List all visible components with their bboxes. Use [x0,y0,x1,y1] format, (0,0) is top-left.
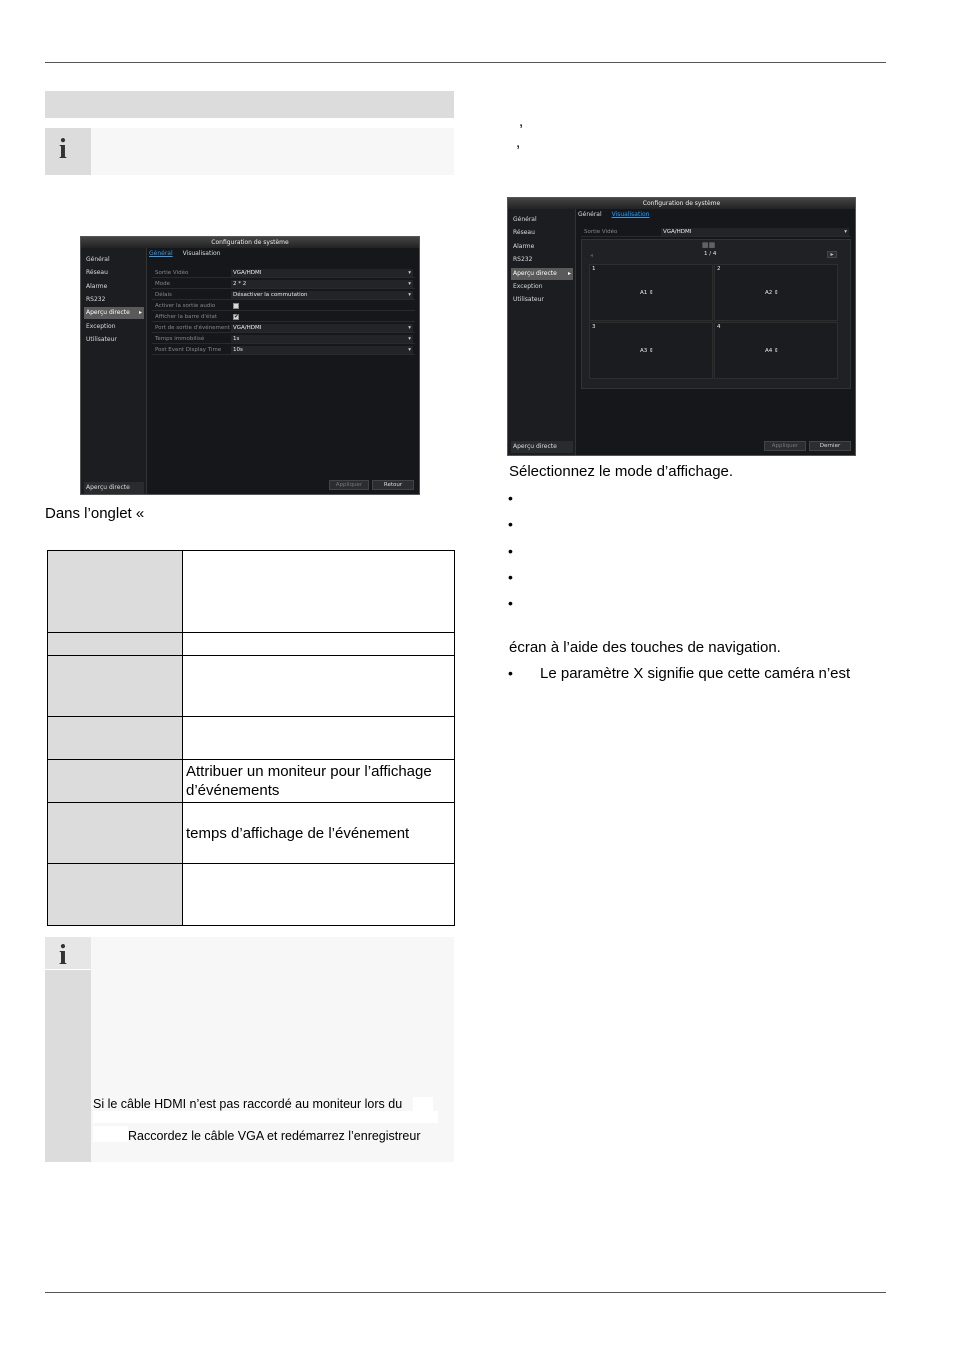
stepper-icon: ⇕ [774,348,779,354]
dropdown-arrow-icon: ▾ [408,270,411,276]
note-line-1: Si le câble HDMI n’est pas raccordé au moniteur lors du [93,1097,403,1111]
layout-cell-3[interactable] [589,322,713,379]
post-event-time-select[interactable] [231,346,413,354]
text-ecran-nav: écran à l’aide des touches de navigation. [509,639,781,656]
stepper-icon: ⇕ [649,290,654,296]
sidebar-item-network[interactable]: Réseau [513,229,535,236]
apply-button[interactable]: Appliquer [329,480,369,490]
table-row [48,864,455,926]
camera-label: A3 [640,348,648,354]
row-dwell-time [152,334,415,344]
camera-label: A4 [765,348,773,354]
table-row [48,633,455,656]
bullet-dot: • [508,543,513,559]
table-cell-label [48,717,183,760]
sidebar-footer-live-view[interactable]: Aperçu directe [511,441,573,453]
row-video-output [152,268,415,278]
camera-select-1[interactable] [640,289,666,297]
apply-button[interactable]: Appliquer [764,441,806,451]
audio-output-checkbox[interactable] [233,303,239,309]
sidebar-item-alarm[interactable]: Alarme [86,283,108,290]
select-value: 2 * 2 [233,281,247,287]
table-cell-desc: Attribuer un moniteur pour l’affichage d’événements [183,760,455,803]
info-icon-box [45,937,91,1162]
chevron-right-icon: ▸ [138,309,142,316]
text-dans-onglet: Dans l’onglet « [45,505,145,522]
table-cell-label [48,656,183,717]
status-bar-checkbox[interactable] [233,314,239,320]
dropdown-arrow-icon: ▾ [408,281,411,287]
info-note-2 [45,937,454,1162]
table-cell-label [48,760,183,803]
previous-page-icon[interactable]: ◂ [590,252,594,259]
dropdown-arrow-icon: ▾ [408,292,411,298]
select-value: VGA/HDMI [233,270,262,276]
row-label: Post Event Display Time [155,347,222,353]
back-button[interactable]: Retour [372,480,414,490]
dropdown-arrow-icon: ▾ [408,347,411,353]
table-cell-label [48,633,183,656]
text-param-x: Le paramètre X signifie que cette caméra n’est [540,665,851,682]
video-output-select[interactable] [231,269,413,277]
sidebar-footer-live-view[interactable]: Aperçu directe [84,482,144,494]
tab-bar [149,250,228,259]
camera-select-4[interactable] [765,347,791,355]
section-heading-bar [45,91,454,118]
table-row [48,760,455,803]
row-mode [152,279,415,289]
note-highlight [93,1126,128,1142]
window-title: Configuration de système [81,237,419,248]
screenshot-visualisation [507,197,856,456]
main-panel [576,209,855,455]
sidebar [81,248,147,494]
table-cell-desc [183,633,455,656]
tab-general[interactable]: Général [149,250,173,257]
bullet-dot: • [508,595,513,611]
dropdown-arrow-icon: ▾ [408,336,411,342]
table-row [48,717,455,760]
row-status-bar [152,312,415,322]
sidebar-item-label: Aperçu directe [513,270,557,277]
layout-cell-4[interactable] [714,322,838,379]
select-value: 10s [233,347,243,353]
layout-cell-2[interactable] [714,264,838,321]
parameter-table [47,550,455,926]
layout-mode-icon[interactable]: ▦▦ [702,241,716,249]
page-indicator: 1 / 4 [704,251,717,257]
dwell-time-select[interactable] [231,335,413,343]
text-comma-2: , [516,134,521,151]
row-post-event-time [152,345,415,355]
row-event-output-port [152,323,415,333]
bottom-rule [45,1292,886,1293]
table-cell-desc [183,656,455,717]
delay-select[interactable] [231,291,413,299]
next-page-button[interactable]: ▸ [827,251,837,258]
cell-number: 4 [717,324,721,330]
bullet-dot: • [508,569,513,585]
dropdown-arrow-icon: ▾ [408,325,411,331]
info-note-1 [45,128,454,175]
tab-visualisation[interactable]: Visualisation [182,250,221,257]
dropdown-arrow-icon: ▾ [844,229,847,235]
row-label: Mode [155,281,170,287]
main-panel [147,248,419,494]
chevron-right-icon: ▸ [567,270,571,277]
table-cell-label [48,803,183,864]
sidebar-item-exception[interactable]: Exception [86,323,116,330]
stepper-icon: ⇕ [774,290,779,296]
info-icon-box [45,128,91,175]
cell-number: 3 [592,324,596,330]
last-button[interactable]: Dernier [809,441,851,451]
bullet-dot: • [508,516,513,532]
table-row [48,551,455,633]
top-rule [45,62,886,63]
tab-visualisation[interactable]: Visualisation [611,211,650,218]
sidebar-item-network[interactable]: Réseau [86,269,108,276]
row-delay [152,290,415,300]
sidebar-item-rs232[interactable]: RS232 [513,256,533,263]
row-video-output [581,227,851,237]
select-value: Désactiver la commutation [233,292,308,298]
tab-bar [578,211,657,220]
info-icon: i [59,134,67,165]
text-comma-1: , [519,113,524,130]
info-icon: i [59,940,67,971]
sidebar-item-label: Aperçu directe [86,309,130,316]
text-select-mode: Sélectionnez le mode d’affichage. [509,463,734,480]
tab-general[interactable]: Général [578,211,602,218]
note-highlight [413,1097,433,1111]
select-value: VGA/HDMI [233,325,262,331]
select-value: 1s [233,336,240,342]
note-highlight [93,1111,438,1123]
mode-select[interactable] [231,280,413,288]
select-value: VGA/HDMI [663,229,692,235]
window-title: Configuration de système [508,198,855,209]
camera-label: A2 [765,290,773,296]
layout-panel [581,239,851,389]
row-label: Sortie Vidéo [155,270,189,276]
row-label: Sortie Vidéo [584,229,618,235]
bullet-dot: • [508,490,513,506]
sidebar-item-rs232[interactable]: RS232 [86,296,106,303]
row-label: Temps immobilisé [155,336,205,342]
table-cell-label [48,864,183,926]
row-label: Afficher la barre d'état [155,314,217,320]
cell-number: 1 [592,266,596,272]
sidebar-item-user[interactable]: Utilisateur [86,336,117,343]
sidebar-item-live-view[interactable] [84,307,144,319]
sidebar [508,209,576,455]
stepper-icon: ⇕ [649,348,654,354]
video-output-select[interactable] [661,228,849,236]
table-cell-label [48,551,183,633]
table-cell-desc [183,717,455,760]
note-line-2: Raccordez le câble VGA et redémarrez l’enregistreur [128,1129,421,1143]
table-row [48,803,455,864]
sidebar-item-live-view[interactable] [511,268,573,280]
row-label: Activer la sortie audio [155,303,216,309]
row-label: Délais [155,292,172,298]
sidebar-item-exception[interactable]: Exception [513,283,543,290]
info-icon-cell [45,937,91,970]
event-output-select[interactable] [231,324,413,332]
camera-select-2[interactable] [765,289,791,297]
camera-select-3[interactable] [640,347,666,355]
screenshot-general [80,236,420,495]
table-cell-desc [183,551,455,633]
row-label: Port de sortie d'événement [155,325,230,331]
table-cell-desc: temps d’affichage de l’événement [183,803,455,864]
table-row [48,656,455,717]
camera-label: A1 [640,290,648,296]
row-audio-output [152,301,415,311]
layout-cell-1[interactable] [589,264,713,321]
sidebar-item-user[interactable]: Utilisateur [513,296,544,303]
table-cell-desc [183,864,455,926]
sidebar-item-alarm[interactable]: Alarme [513,243,535,250]
bullet-dot: • [508,665,513,681]
sidebar-item-general[interactable]: Général [513,216,537,223]
sidebar-item-general[interactable]: Général [86,256,110,263]
cell-number: 2 [717,266,721,272]
